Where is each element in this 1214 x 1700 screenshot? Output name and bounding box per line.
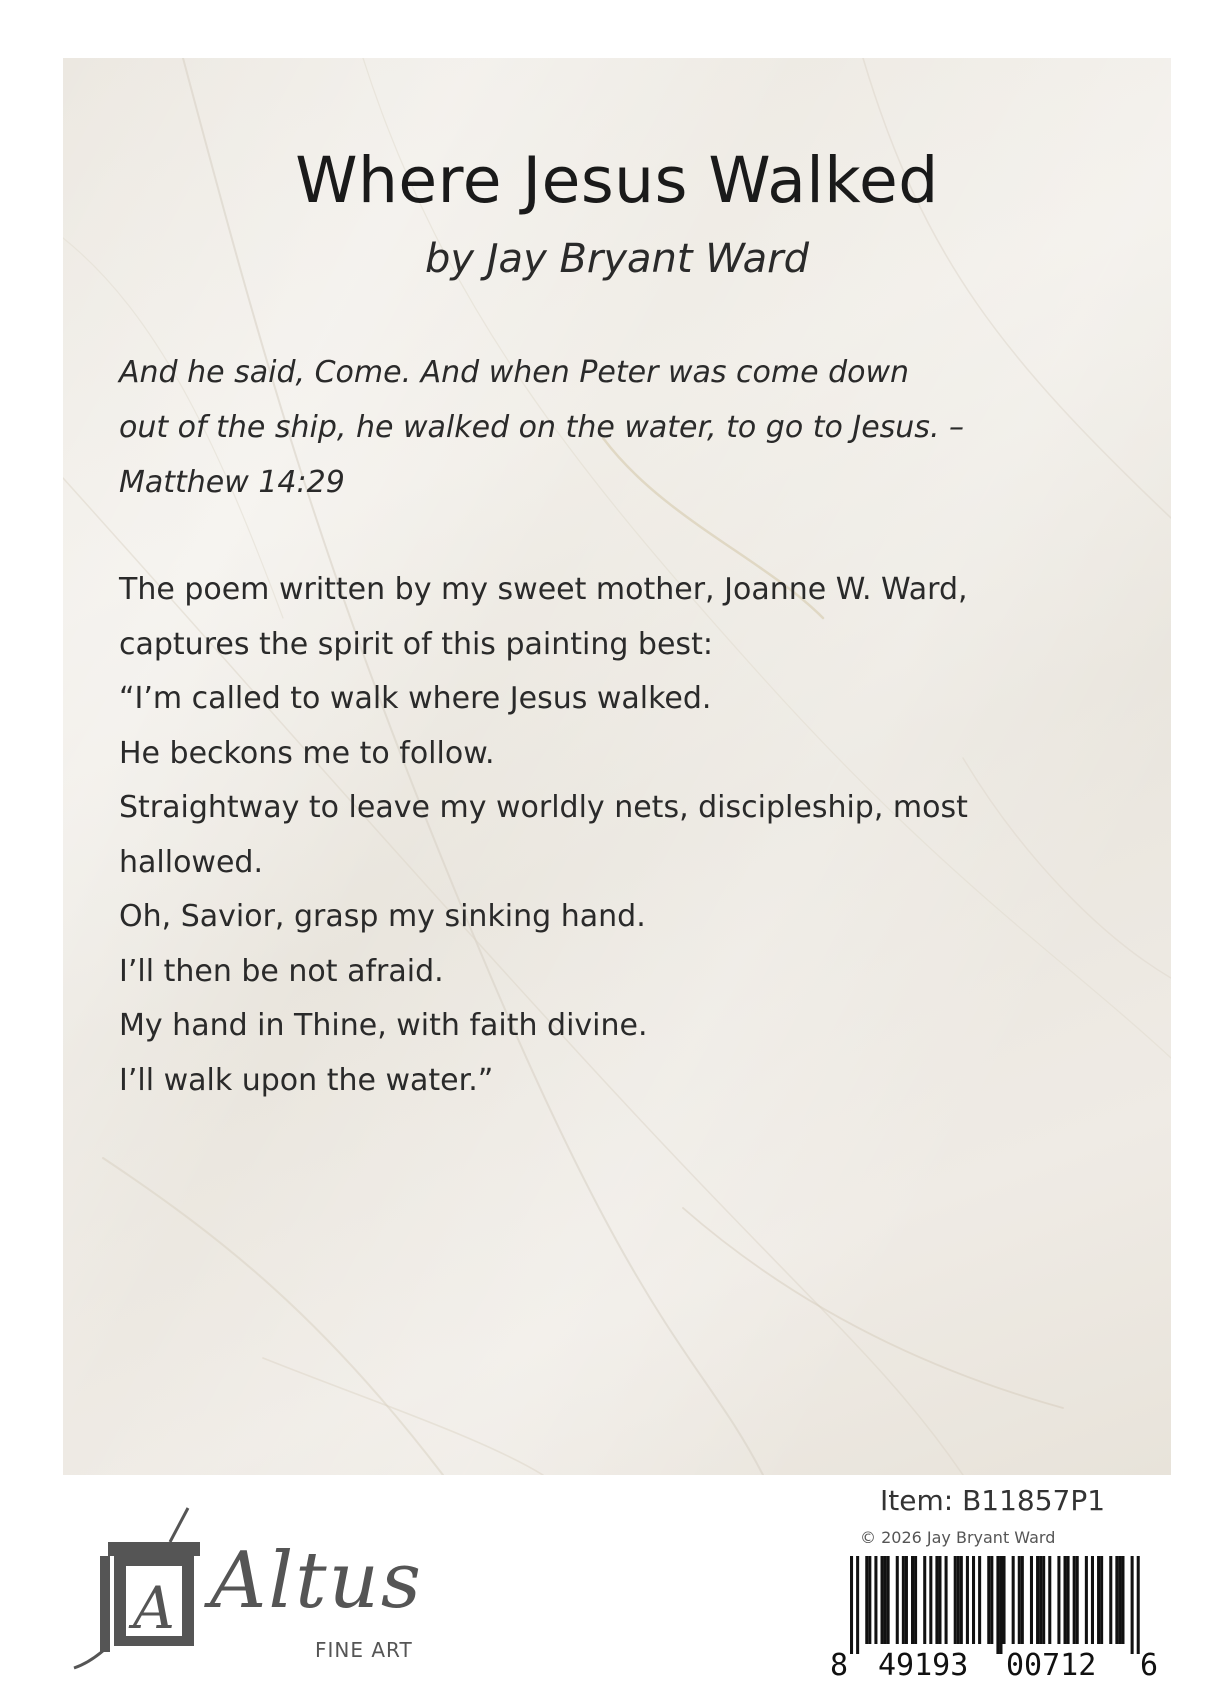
poem-text [119,563,1129,1108]
barcode-bar [972,1556,975,1644]
barcode-bar [1036,1556,1039,1644]
barcode-bar [1012,1556,1015,1644]
barcode-bar [1100,1556,1103,1644]
barcode-bar [1085,1556,1088,1644]
barcode [830,1548,1160,1683]
barcode-digit: 8 [830,1648,849,1683]
poem-line: He beckons me to follow. [119,735,495,771]
poem-line: I’ll walk upon the water.” [119,1062,494,1098]
barcode-bar [905,1556,908,1644]
scripture-quote [119,345,1119,510]
barcode-bar [999,1556,1002,1654]
poem-line: Straightway to leave my worldly nets, discipleship, most [119,790,968,825]
poem-line: Oh, Savior, grasp my sinking hand. [119,899,646,934]
barcode-bar [896,1556,899,1644]
marble-panel [63,58,1171,1475]
poem-line: My hand in Thine, with faith divine. [119,1008,648,1043]
barcode-bar [874,1556,877,1644]
barcode-bar [902,1556,905,1644]
barcode-digit-group: 49193 [878,1648,969,1683]
barcode-bar [1042,1556,1045,1644]
barcode-bar [1039,1556,1042,1644]
scripture-line: out of the ship, he walked on the water, to go to Jesus. – [119,410,965,445]
barcode-bar [1030,1556,1033,1644]
barcode-bar [1121,1556,1124,1644]
card-title: Where Jesus Walked [295,144,939,217]
barcode-bar [1091,1556,1094,1644]
barcode-bar [929,1556,932,1644]
barcode-bar [938,1556,941,1644]
barcode-bar [966,1556,969,1644]
barcode-bar [1109,1556,1112,1644]
barcode-bar [923,1556,926,1644]
copyright-notice: © 2026 Jay Bryant Ward [860,1528,1056,1547]
easel-icon [70,1500,210,1670]
poem-line: captures the spirit of this painting best: [119,626,713,662]
barcode-bar [1131,1556,1134,1654]
barcode-bar [856,1556,859,1654]
barcode-bar [914,1556,917,1644]
barcode-bar [865,1556,868,1644]
barcode-bar [1057,1556,1060,1644]
barcode-bar [1064,1556,1067,1644]
barcode-digit: 6 [1140,1648,1159,1683]
scripture-line: Matthew 14:29 [119,465,345,500]
brand-name: Altus [210,1536,423,1626]
poem-line: “I’m called to walk where Jesus walked. [119,681,712,716]
barcode-bar [1118,1556,1121,1644]
barcode-bar [1137,1556,1140,1654]
scripture-line: And he said, Come. And when Peter was come down [119,355,910,390]
barcode-bar [935,1556,938,1644]
poem-line: I’ll then be not afraid. [119,953,444,989]
barcode-bar [996,1556,999,1654]
poem-line: The poem written by my sweet mother, Joanne W. Ward, [119,572,968,607]
brand-subtitle: FINE ART [315,1638,413,1662]
barcode-bar [978,1556,981,1644]
barcode-digit-group: 00712 [1006,1648,1097,1683]
barcode-bar [954,1556,957,1644]
barcode-bar [1021,1556,1024,1644]
barcode-bar [881,1556,884,1644]
barcode-bar [990,1556,993,1644]
barcode-bar [1048,1556,1051,1644]
barcode-bar [1067,1556,1070,1644]
barcode-bar [884,1556,887,1644]
barcode-bar [957,1556,960,1644]
barcode-bar [1073,1556,1076,1644]
logo-letter: A [133,1574,175,1642]
altus-logo [70,1500,450,1670]
barcode-bar [960,1556,963,1644]
barcode-bar [1097,1556,1100,1644]
barcode-bar [850,1556,853,1654]
barcode-bar [1003,1556,1006,1644]
barcode-bar [987,1556,990,1644]
barcode-bar [945,1556,948,1644]
poem-line: hallowed. [119,844,263,880]
barcode-bar [1018,1556,1021,1644]
barcode-bar [1076,1556,1079,1644]
item-number: Item: B11857P1 [880,1484,1106,1517]
barcode-bar [887,1556,890,1644]
barcode-bar [868,1556,871,1644]
barcode-bar [1115,1556,1118,1644]
card-author: by Jay Bryant Ward [424,236,809,282]
barcode-bar [911,1556,914,1644]
